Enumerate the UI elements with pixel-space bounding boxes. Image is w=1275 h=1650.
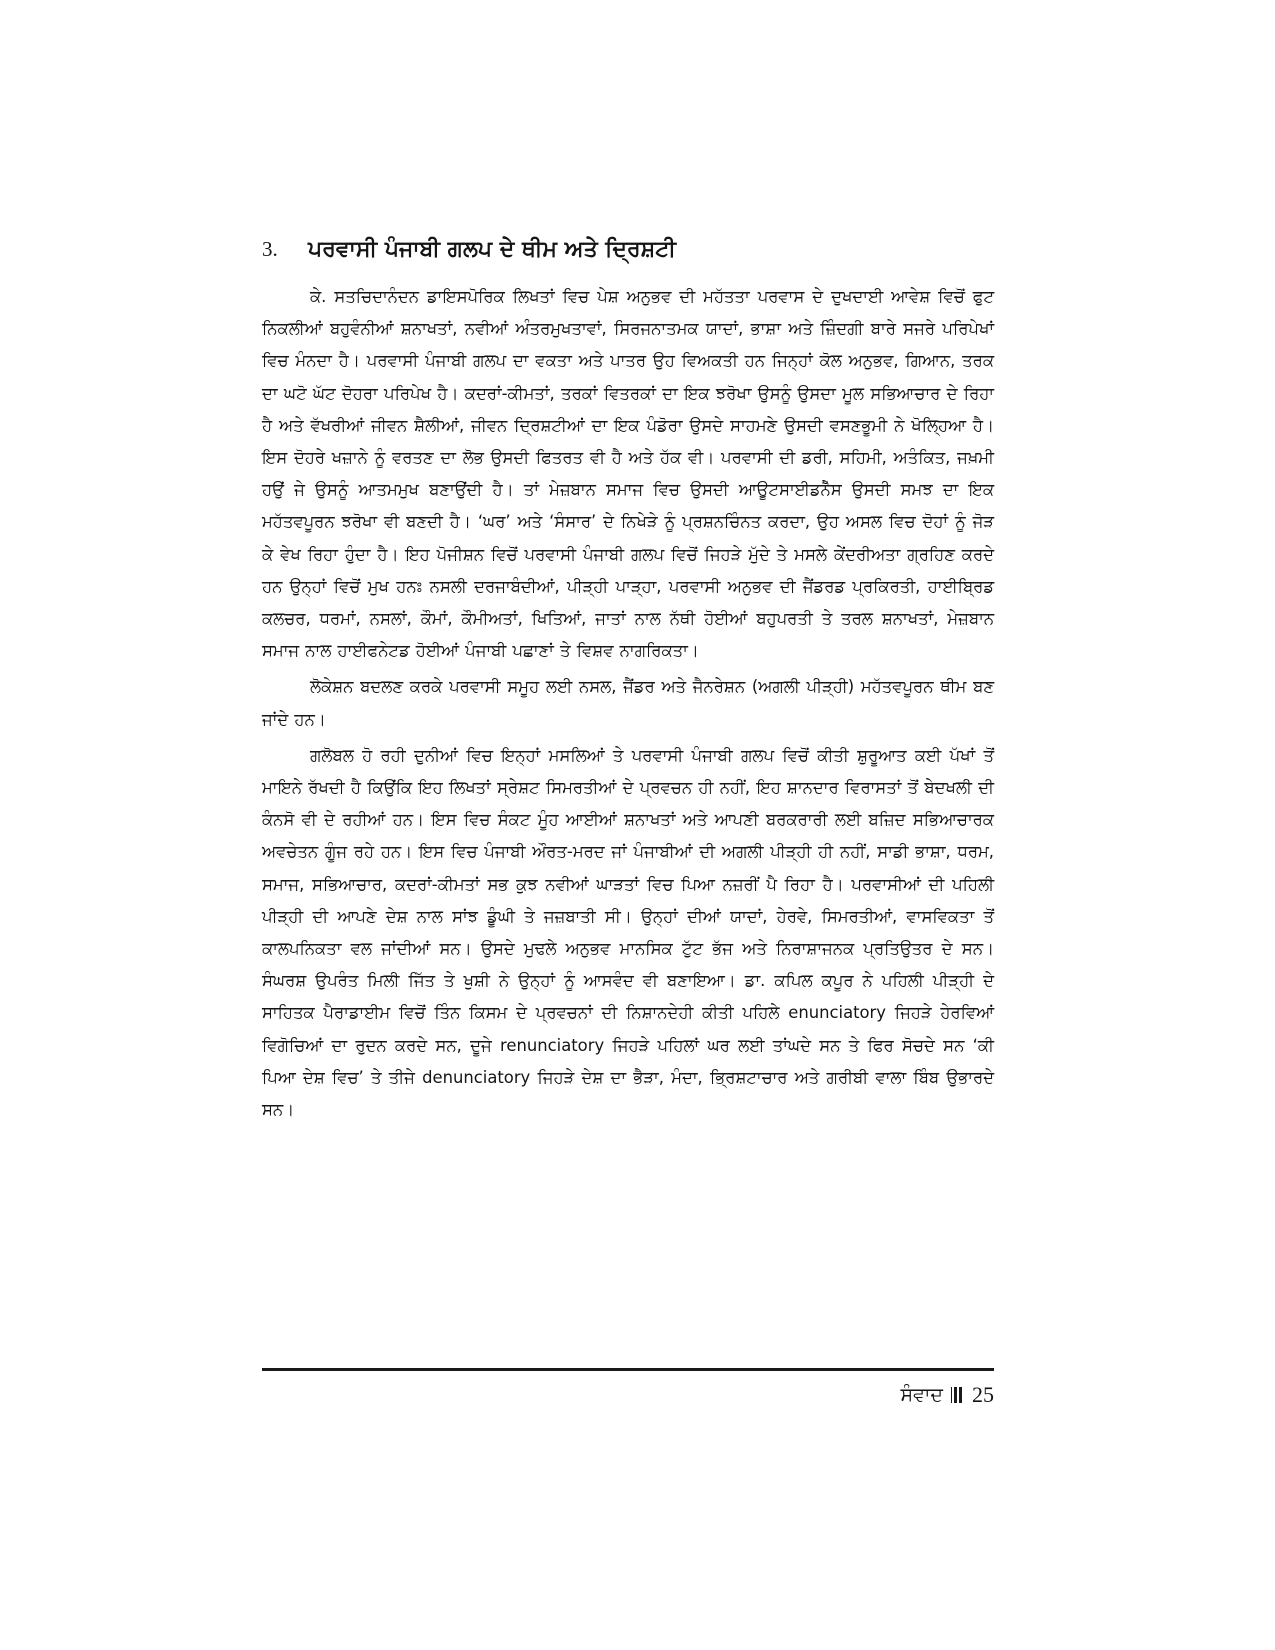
page-number: 25 [972, 1382, 994, 1407]
bars-icon [951, 1387, 962, 1403]
paragraph-2: ਲੋਕੇਸ਼ਨ ਬਦਲਣ ਕਰਕੇ ਪਰਵਾਸੀ ਸਮੂਹ ਲਈ ਨਸਲ, ਜੈਂਡਰ ਅਤੇ ਜੈਨਰੇਸ਼ਨ (ਅਗਲੀ ਪੀੜ੍ਹੀ) ਮਹੱਤਵਪੂਰਨ ਥੀਮ ਬਣ ਜਾਂਦੇ ਹਨ। [262, 677, 994, 729]
page-content [262, 232, 994, 1126]
paragraph-1: ਕੇ. ਸਤਚਿਦਾਨੰਦਨ ਡਾਇਸਪੋਰਿਕ ਲਿਖਤਾਂ ਵਿਚ ਪੇਸ਼ ਅਨੁਭਵ ਦੀ ਮਹੱਤਤਾ ਪਰਵਾਸ ਦੇ ਦੁਖਦਾਈ ਆਵੇਸ਼ ਵਿਚੋਂ ਫੁਟ ਨਿਕਲੀਆਂ ਬਹੁਵੰਨੀਆਂ ਸ਼ਨਾਖਤਾਂ, ਨਵੀਆਂ ਅੰਤਰਮੁਖਤਾਵਾਂ, ਸਿਰਜਨਾਤਮਕ ਯਾਦਾਂ, ਭਾਸ਼ਾ ਅਤੇ ਜ਼ਿੰਦਗੀ ਬਾਰੇ ਸਜਰੇ ਪਰਿਪੇਖਾਂ ਵਿਚ ਮੰਨਦਾ ਹੈ। ਪਰਵਾਸੀ ਪੰਜਾਬੀ ਗਲਪ ਦਾ ਵਕਤਾ ਅਤੇ ਪਾਤਰ ਉਹ ਵਿਅਕਤੀ ਹਨ ਜਿਨ੍ਹਾਂ ਕੋਲ ਅਨੁਭਵ, ਗਿਆਨ, ਤਰਕ ਦਾ ਘਟੋ ਘੱਟ ਦੋਹਰਾ ਪਰਿਪੇਖ ਹੈ। ਕਦਰਾਂ-ਕੀਮਤਾਂ, ਤਰਕਾਂ ਵਿਤਰਕਾਂ ਦਾ ਇਕ ਝਰੋਖਾ ਉਸਨੂੰ ਉਸਦਾ ਮੂਲ ਸਭਿਆਚਾਰ ਦੇ ਰਿਹਾ ਹੈ ਅਤੇ ਵੱਖਰੀਆਂ ਜੀਵਨ ਸ਼ੈਲੀਆਂ, ਜੀਵਨ ਦ੍ਰਿਸ਼ਟੀਆਂ ਦਾ ਇਕ ਪੰਡੋਰਾ ਉਸਦੇ ਸਾਹਮਣੇ ਉਸਦੀ ਵਸਣਭੂਮੀ ਨੇ ਖੋਲ੍ਹਿਆ ਹੈ। ਇਸ ਦੋਹਰੇ ਖਜ਼ਾਨੇ ਨੂੰ ਵਰਤਣ ਦਾ ਲੋਭ ਉਸਦੀ ਫਿਤਰਤ ਵੀ ਹੈ ਅਤੇ ਹੱਕ ਵੀ। ਪਰਵਾਸੀ ਦੀ ਡਰੀ, ਸਹਿਮੀ, ਅਤੰਕਿਤ, ਜਖ਼ਮੀ ਹਉਂ ਜੇ ਉਸਨੂੰ ਆਤਮਮੁਖ ਬਣਾਉਂਦੀ ਹੈ। ਤਾਂ ਮੇਜ਼ਬਾਨ ਸਮਾਜ ਵਿਚ ਉਸਦੀ ਆਊਟਸਾਈਡਨੈੱਸ ਉਸਦੀ ਸਮਝ ਦਾ ਇਕ ਮਹੱਤਵਪੂਰਨ ਝਰੋਖਾ ਵੀ ਬਣਦੀ ਹੈ। ‘ਘਰ’ ਅਤੇ ‘ਸੰਸਾਰ’ ਦੇ ਨਿਖੇੜੇ ਨੂੰ ਪ੍ਰਸ਼ਨਚਿੰਨਤ ਕਰਦਾ, ਉਹ ਅਸਲ ਵਿਚ ਦੋਹਾਂ ਨੂੰ ਜੋੜ ਕੇ ਵੇਖ ਰਿਹਾ ਹੁੰਦਾ ਹੈ। ਇਹ ਪੋਜੀਸ਼ਨ ਵਿਚੋਂ ਪਰਵਾਸੀ ਪੰਜਾਬੀ ਗਲਪ ਵਿਚੋਂ ਜਿਹੜੇ ਮੁੱਦੇ ਤੇ ਮਸਲੇ ਕੇਂਦਰੀਅਤਾ ਗ੍ਰਹਿਣ ਕਰਦੇ ਹਨ ਉਨ੍ਹਾਂ ਵਿਚੋਂ ਮੁਖ ਹਨਃ ਨਸਲੀ ਦਰਜਾਬੰਦੀਆਂ, ਪੀੜ੍ਹੀ ਪਾੜ੍ਹਾ, ਪਰਵਾਸੀ ਅਨੁਭਵ ਦੀ ਜੈਂਡਰਡ ਪ੍ਰਕਿਰਤੀ, ਹਾਈਬ੍ਰਿਡ ਕਲਚਰ, ਧਰਮਾਂ, ਨਸਲਾਂ, ਕੌਮਾਂ, ਕੌਮੀਅਤਾਂ, ਖਿਤਿਆਂ, ਜਾਤਾਂ ਨਾਲ ਨੱਥੀ ਹੋਈਆਂ ਬਹੁਪਰਤੀ ਤੇ ਤਰਲ ਸ਼ਨਾਖਤਾਂ, ਮੇਜ਼ਬਾਨ ਸਮਾਜ ਨਾਲ ਹਾਈਫਨੇਟਡ ਹੋਈਆਂ ਪੰਜਾਬੀ ਪਛਾਣਾਂ ਤੇ ਵਿਸ਼ਵ ਨਾਗਰਿਕਤਾ। [262, 287, 994, 661]
section-heading [262, 232, 994, 267]
page-footer [262, 1382, 994, 1408]
paragraph-3: ਗਲੋਬਲ ਹੋ ਰਹੀ ਦੁਨੀਆਂ ਵਿਚ ਇਨ੍ਹਾਂ ਮਸਲਿਆਂ ਤੇ ਪਰਵਾਸੀ ਪੰਜਾਬੀ ਗਲਪ ਵਿਚੋਂ ਕੀਤੀ ਸ਼ੁਰੂਆਤ ਕਈ ਪੱਖਾਂ ਤੋਂ ਮਾਇਨੇ ਰੱਖਦੀ ਹੈ ਕਿਉਂਕਿ ਇਹ ਲਿਖਤਾਂ ਸ੍ਰੇਸ਼ਟ ਸਿਮਰਤੀਆਂ ਦੇ ਪ੍ਰਵਚਨ ਹੀ ਨਹੀਂ, ਇਹ ਸ਼ਾਨਦਾਰ ਵਿਰਾਸਤਾਂ ਤੋਂ ਬੇਦਖਲੀ ਦੀ ਕੰਨਸੋ ਵੀ ਦੇ ਰਹੀਆਂ ਹਨ। ਇਸ ਵਿਚ ਸੰਕਟ ਮੂੰਹ ਆਈਆਂ ਸ਼ਨਾਖਤਾਂ ਅਤੇ ਆਪਣੀ ਬਰਕਰਾਰੀ ਲਈ ਬਜ਼ਿਦ ਸਭਿਆਚਾਰਕ ਅਵਚੇਤਨ ਗੂੰਜ ਰਹੇ ਹਨ। ਇਸ ਵਿਚ ਪੰਜਾਬੀ ਔਰਤ-ਮਰਦ ਜਾਂ ਪੰਜਾਬੀਆਂ ਦੀ ਅਗਲੀ ਪੀੜ੍ਹੀ ਹੀ ਨਹੀਂ, ਸਾਡੀ ਭਾਸ਼ਾ, ਧਰਮ, ਸਮਾਜ, ਸਭਿਆਚਾਰ, ਕਦਰਾਂ-ਕੀਮਤਾਂ ਸਭ ਕੁਝ ਨਵੀਆਂ ਘਾੜਤਾਂ ਵਿਚ ਪਿਆ ਨਜ਼ਰੀਂ ਪੈ ਰਿਹਾ ਹੈ। ਪਰਵਾਸੀਆਂ ਦੀ ਪਹਿਲੀ ਪੀੜ੍ਹੀ ਦੀ ਆਪਣੇ ਦੇਸ਼ ਨਾਲ ਸਾਂਝ ਡੂੰਘੀ ਤੇ ਜਜ਼ਬਾਤੀ ਸੀ। ਉਨ੍ਹਾਂ ਦੀਆਂ ਯਾਦਾਂ, ਹੇਰਵੇ, ਸਿਮਰਤੀਆਂ, ਵਾਸਵਿਕਤਾ ਤੋਂ ਕਾਲਪਨਿਕਤਾ ਵਲ ਜਾਂਦੀਆਂ ਸਨ। ਉਸਦੇ ਮੁਢਲੇ ਅਨੁਭਵ ਮਾਨਸਿਕ ਟੁੱਟ ਭੱਜ ਅਤੇ ਨਿਰਾਸ਼ਾਜਨਕ ਪ੍ਰਤਿਉਤਰ ਦੇ ਸਨ। ਸੰਘਰਸ਼ ਉਪਰੰਤ ਮਿਲੀ ਜਿੱਤ ਤੇ ਖੁਸ਼ੀ ਨੇ ਉਨ੍ਹਾਂ ਨੂੰ ਆਸਵੰਦ ਵੀ ਬਣਾਇਆ। ਡਾ. ਕਪਿਲ ਕਪੂਰ ਨੇ ਪਹਿਲੀ ਪੀੜ੍ਹੀ ਦੇ ਸਾਹਿਤਕ ਪੈਰਾਡਾਈਮ ਵਿਚੋਂ ਤਿੰਨ ਕਿਸਮ ਦੇ ਪ੍ਰਵਚਨਾਂ ਦੀ ਨਿਸ਼ਾਨਦੇਹੀ ਕੀਤੀ ਪਹਿਲੇ enunciatory ਜਿਹੜੇ ਹੇਰਵਿਆਂ ਵਿਗੋਚਿਆਂ ਦਾ ਰੁਦਨ ਕਰਦੇ ਸਨ, ਦੂਜੇ renunciatory ਜਿਹੜੇ ਪਹਿਲਾਂ ਘਰ ਲਈ ਤਾਂਘਦੇ ਸਨ ਤੇ ਫਿਰ ਸੋਚਦੇ ਸਨ ‘ਕੀ ਪਿਆ ਦੇਸ਼ ਵਿਚ’ ਤੇ ਤੀਜੇ denunciatory ਜਿਹੜੇ ਦੇਸ਼ ਦਾ ਭੈੜਾ, ਮੰਦਾ, ਭ੍ਰਿਸ਼ਟਾਚਾਰ ਅਤੇ ਗਰੀਬੀ ਵਾਲਾ ਬਿੰਬ ਉਭਾਰਦੇ ਸਨ। [262, 745, 994, 1120]
section-number: 3. [262, 237, 278, 261]
footer-divider [262, 1368, 994, 1371]
journal-name: ਸੰਵਾਦ [900, 1384, 943, 1406]
section-title: ਪਰਵਾਸੀ ਪੰਜਾਬੀ ਗਲਪ ਦੇ ਥੀਮ ਅਤੇ ਦ੍ਰਿਸ਼ਟੀ [308, 237, 676, 262]
